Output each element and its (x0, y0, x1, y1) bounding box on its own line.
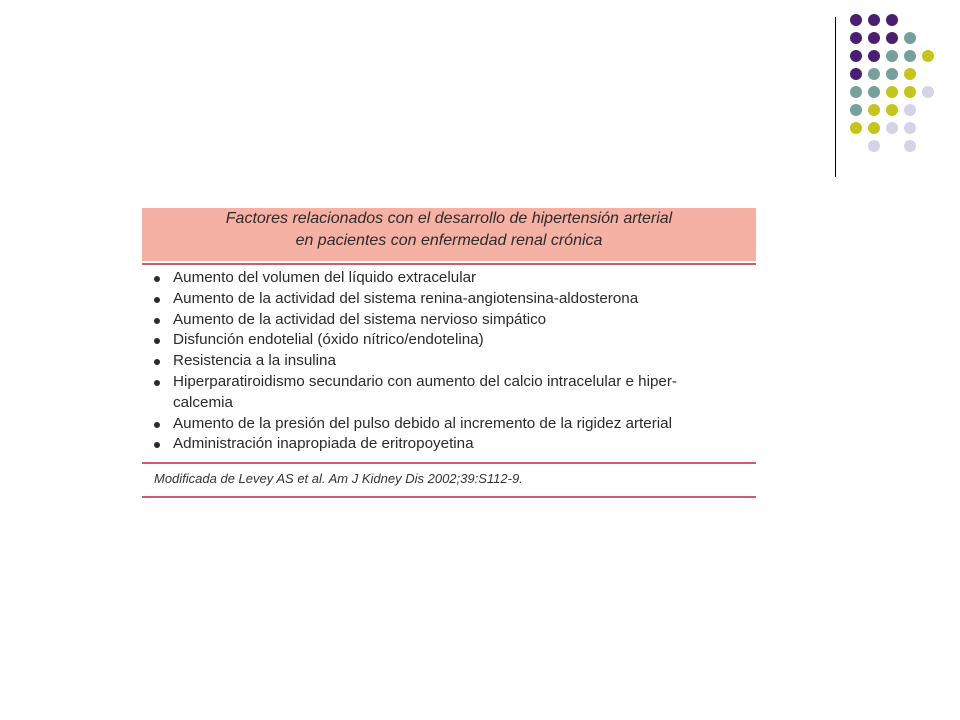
source-citation: Modificada de Levey AS et al. Am J Kidney Dis 2002;39:S112-9. (154, 471, 523, 486)
table-header (142, 208, 756, 261)
factors-list (152, 268, 752, 455)
list-item: Hiperparatiroidismo secundario con aumento del calcio intracelular e hiper- calcemia (152, 372, 752, 414)
decorative-dot-grid (850, 14, 940, 154)
footer-rule-bottom (142, 496, 756, 498)
factors-table (142, 208, 756, 498)
decorative-dot (904, 104, 916, 116)
decorative-dot (904, 140, 916, 152)
decorative-dot (886, 104, 898, 116)
decorative-dot (850, 32, 862, 44)
bullet-icon (154, 318, 160, 324)
decorative-dot (922, 86, 934, 98)
divider-line (835, 17, 836, 177)
decorative-dot (886, 68, 898, 80)
list-item: Aumento de la actividad del sistema renina-angiotensina-aldosterona (152, 289, 752, 310)
list-item: Disfunción endotelial (óxido nítrico/endotelina) (152, 330, 752, 351)
decorative-dot (886, 86, 898, 98)
decorative-dot (868, 14, 880, 26)
decorative-dot (868, 50, 880, 62)
footer-rule-top (142, 462, 756, 464)
decorative-dot (868, 122, 880, 134)
decorative-dot (868, 86, 880, 98)
bullet-icon (154, 276, 160, 282)
list-item: Aumento de la actividad del sistema nervioso simpático (152, 310, 752, 331)
decorative-dot (868, 104, 880, 116)
list-item: Resistencia a la insulina (152, 351, 752, 372)
list-item: Aumento de la presión del pulso debido al incremento de la rigidez arterial (152, 414, 752, 435)
bullet-icon (154, 380, 160, 386)
decorative-dot (886, 122, 898, 134)
decorative-dot (922, 50, 934, 62)
decorative-dot (904, 122, 916, 134)
bullet-icon (154, 297, 160, 303)
decorative-dot (850, 122, 862, 134)
bullet-icon (154, 422, 160, 428)
decorative-dot (850, 104, 862, 116)
decorative-dot (868, 140, 880, 152)
decorative-dot (850, 14, 862, 26)
decorative-dot (904, 68, 916, 80)
decorative-dot (850, 86, 862, 98)
decorative-dot (904, 32, 916, 44)
decorative-dot (868, 68, 880, 80)
bullet-icon (154, 359, 160, 365)
decorative-dot (904, 86, 916, 98)
table-title-line-1: Factores relacionados con el desarrollo de hipertensión arterial (225, 210, 673, 227)
list-item: Aumento del volumen del líquido extracelular (152, 268, 752, 289)
header-rule (142, 263, 756, 265)
decorative-dot (904, 50, 916, 62)
decorative-dot (886, 32, 898, 44)
bullet-icon (154, 338, 160, 344)
decorative-dot (868, 32, 880, 44)
decorative-dot (886, 50, 898, 62)
list-item-continuation: calcemia (173, 393, 233, 411)
decorative-dot (850, 50, 862, 62)
decorative-dot (886, 14, 898, 26)
bullet-icon (154, 442, 160, 448)
decorative-dot (850, 68, 862, 80)
table-title-line-2: en pacientes con enfermedad renal crónica (295, 232, 603, 249)
list-item: Administración inapropiada de eritropoyetina (152, 434, 752, 455)
